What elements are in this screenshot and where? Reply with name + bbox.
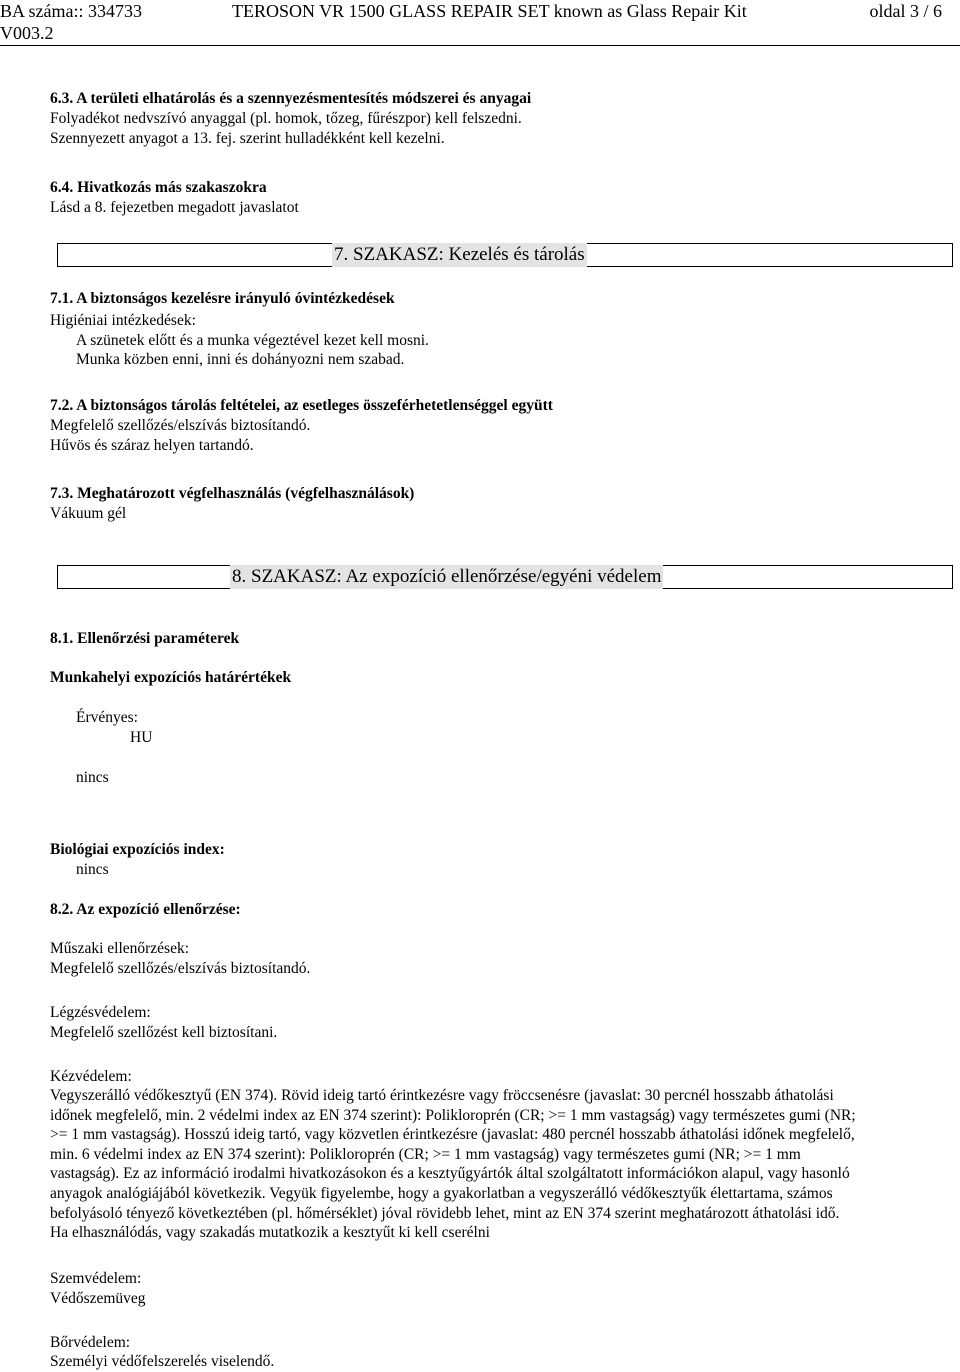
workplace-limits-heading: Munkahelyi expozíciós határértékek bbox=[50, 669, 292, 686]
section-7-title: 7. SZAKASZ: Kezelés és tárolás bbox=[334, 244, 585, 265]
text-6-3-line2: Szennyezett anyagot a 13. fej. szerint hulladékként kell kezelni. bbox=[50, 130, 445, 147]
hygiene-line1: A szünetek előtt és a munka végeztével kezet kell mosni. bbox=[76, 332, 429, 349]
heading-8-1: 8.1. Ellenőrzési paraméterek bbox=[50, 630, 240, 647]
heading-6-3: 6.3. A területi elhatárolás és a szennyezésmentesítés módszerei és anyagai bbox=[50, 90, 532, 107]
skin-protection-value: Személyi védőfelszerelés viselendő. bbox=[50, 1353, 275, 1370]
page-number: oldal 3 / 6 bbox=[869, 1, 942, 21]
heading-7-1: 7.1. A biztonságos kezelésre irányuló óvintézkedések bbox=[50, 290, 395, 307]
skin-protection-label: Bőrvédelem: bbox=[50, 1334, 131, 1351]
page-header bbox=[0, 0, 960, 48]
heading-8-2: 8.2. Az expozíció ellenőrzése: bbox=[50, 901, 241, 918]
hand-line: időnek megfelelő, min. 2 védelmi index az EN 374 szerint): Polikloroprén (CR; >= 1 mm vastagság) vagy természetes gumi (NR; bbox=[50, 1106, 856, 1124]
heading-7-2: 7.2. A biztonságos tárolás feltételei, az esetleges összeférhetetlenséggel együtt bbox=[50, 397, 553, 414]
hygiene-line2: Munka közben enni, inni és dohányozni nem szabad. bbox=[76, 351, 405, 368]
header-rule bbox=[0, 45, 960, 46]
hand-line: Vegyszerálló védőkesztyű (EN 374). Rövid ideig tartó érintkezésre vagy fröccsenésre (javaslat: 30 percnél hosszabb áthatolási bbox=[50, 1087, 834, 1104]
storage-line1: Megfelelő szellőzés/elszívás biztosítandó. bbox=[50, 417, 311, 434]
hand-line: min. 6 védelmi index az EN 374 szerint): Polikloroprén (CR; >= 1 mm vastagság) vagy természetes gumi (NR; >= 1 mm bbox=[50, 1145, 801, 1163]
hand-protection-label: Kézvédelem: bbox=[50, 1068, 132, 1085]
hand-line: vastagság). Ez az információ irodalmi hivatkozásokon és a kesztyűgyártók által szolgáltatott információkon alapul, vagy hasonló bbox=[50, 1165, 850, 1183]
hand-line: anyagok analógiájából következik. Vegyük figyelembe, hogy a gyakorlatban a vegyszerálló védőkesztyűk élettartama, számos bbox=[50, 1184, 833, 1202]
tech-controls-label: Műszaki ellenőrzések: bbox=[50, 940, 190, 957]
heading-7-3: 7.3. Meghatározott végfelhasználás (végfelhasználások) bbox=[50, 485, 415, 502]
respiratory-label: Légzésvédelem: bbox=[50, 1004, 151, 1021]
ba-number: BA száma:: 334733 bbox=[0, 1, 142, 21]
end-use: Vákuum gél bbox=[50, 505, 127, 522]
valid-value: HU bbox=[130, 729, 153, 746]
respiratory-value: Megfelelő szellőzést kell biztosítani. bbox=[50, 1024, 278, 1041]
tech-controls-value: Megfelelő szellőzés/elszívás biztosítandó. bbox=[50, 960, 311, 977]
hand-line: >= 1 mm vastagság). Hosszú ideig tartó, vagy közvetlen érintkezésre (javaslat: 480 percnél hosszabb áthatolási időnek megfelelő, bbox=[50, 1126, 855, 1144]
limits-none: nincs bbox=[76, 769, 109, 786]
heading-6-4: 6.4. Hivatkozás más szakaszokra bbox=[50, 179, 267, 196]
section-8-title: 8. SZAKASZ: Az expozíció ellenőrzése/egyéni védelem bbox=[232, 566, 662, 587]
hygiene-label: Higiéniai intézkedések: bbox=[50, 312, 196, 329]
version: V003.2 bbox=[0, 23, 54, 43]
hand-line: Ha elhasználódás, vagy szakadás mutatkozik a kesztyűt ki kell cserélni bbox=[50, 1224, 490, 1242]
hand-protection-text bbox=[50, 1086, 930, 1243]
bio-index-none: nincs bbox=[76, 861, 109, 878]
storage-line2: Hűvös és száraz helyen tartandó. bbox=[50, 437, 254, 454]
product-name: TEROSON VR 1500 GLASS REPAIR SET known as Glass Repair Kit bbox=[232, 1, 747, 21]
valid-label: Érvényes: bbox=[76, 709, 138, 726]
eye-protection-value: Védőszemüveg bbox=[50, 1290, 146, 1307]
bio-index-label: Biológiai expozíciós index: bbox=[50, 841, 225, 858]
text-6-4: Lásd a 8. fejezetben megadott javaslatot bbox=[50, 199, 299, 216]
hand-line: befolyásoló tényező következtében (pl. hőmérséklet) jóval rövidebb lehet, mint az EN 374 szerint meghatározott áthatolási idő. bbox=[50, 1204, 840, 1222]
eye-protection-label: Szemvédelem: bbox=[50, 1270, 142, 1287]
text-6-3-line1: Folyadékot nedvszívó anyaggal (pl. homok, tőzeg, fűrészpor) kell felszedni. bbox=[50, 110, 522, 127]
